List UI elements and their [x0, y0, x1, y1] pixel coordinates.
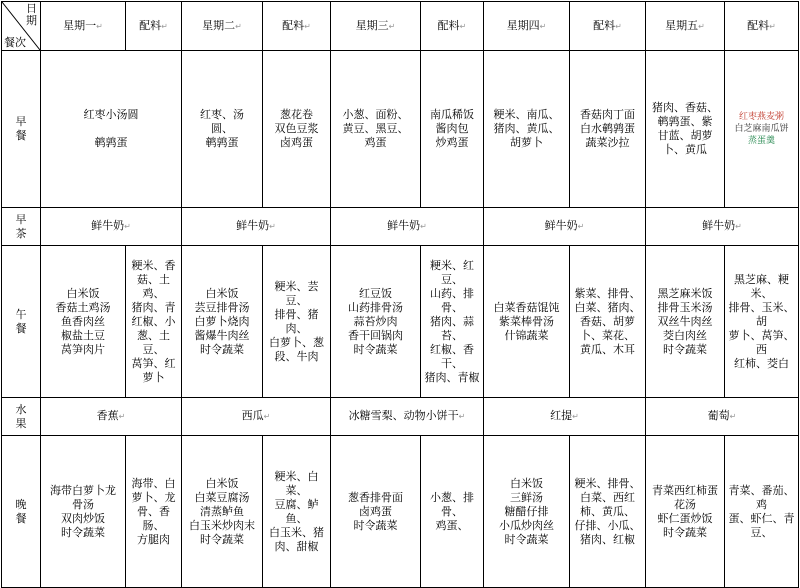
- dinner-thursday: 白米饭 三鲜汤 糖醋仔排 小瓜炒肉丝 时令蔬菜: [484, 436, 570, 588]
- breakfast-tuesday: 葱花卷 双色豆浆 卤鸡蛋: [263, 51, 331, 208]
- breakfast-friday-line1: 红枣燕麦粥: [738, 112, 784, 122]
- lunch-ingredients-thursday: 紫菜、排骨、 白菜、猪肉、 香菇、胡萝 卜、菜花、 黄瓜、木耳: [570, 246, 646, 398]
- meal-label-dinner: 晚 餐: [2, 436, 41, 588]
- dinner-wednesday: 葱香排骨面 卤鸡蛋 时令蔬菜: [331, 436, 421, 588]
- breakfast-monday: 红枣小汤圆 鹌鹑蛋: [41, 51, 182, 208]
- breakfast-wednesday: 南瓜稀饭 酱肉包 炒鸡蛋: [421, 51, 484, 208]
- header-ingredients-monday: 配料↵: [126, 2, 182, 51]
- lunch-ingredients-monday: 粳米、香 菇、土鸡、 猪肉、青 红椒、小 葱、土豆、 莴笋、红 萝卜: [126, 246, 182, 398]
- corner-date-label: 日 期: [26, 2, 37, 27]
- dinner-ingredients-tuesday: 粳米、白菜、 豆腐、鲈鱼、 白玉米、猪 肉、甜椒: [263, 436, 331, 588]
- lunch-ingredients-tuesday: 粳米、芸豆、 排骨、猪肉、 白萝卜、葱 段、牛肉: [263, 246, 331, 398]
- header-ingredients-tuesday: 配料↵: [263, 2, 331, 51]
- dinner-friday: 青菜西红柿蛋 花汤 虾仁蛋炒饭 时令蔬菜: [646, 436, 725, 588]
- breakfast-ingredients-thursday: 猪肉、香菇、 鹌鹑蛋、紫 甘蓝、胡萝 卜、黄瓜: [646, 51, 725, 208]
- header-monday: 星期一↵: [41, 2, 126, 51]
- header-friday: 星期五↵: [646, 2, 725, 51]
- corner-header-cell: [2, 2, 41, 51]
- fruit-friday: 葡萄↵: [646, 398, 799, 436]
- dinner-row: [2, 436, 799, 588]
- breakfast-row: [2, 51, 799, 208]
- lunch-row: [2, 246, 799, 398]
- header-ingredients-friday: 配料↵: [725, 2, 799, 51]
- fruit-row: [2, 398, 799, 436]
- fruit-thursday: 红提↵: [484, 398, 646, 436]
- breakfast-friday: [725, 51, 799, 208]
- lunch-monday: 白米饭 香菇土鸡汤 鱼香肉丝 椒盐土豆 莴笋肉片: [41, 246, 126, 398]
- breakfast-ingredients-tuesday: 小葱、面粉、 黄豆、黑豆、 鸡蛋: [331, 51, 421, 208]
- header-row: [2, 2, 799, 51]
- lunch-ingredients-friday: 黑芝麻、粳米、 排骨、玉米、胡 萝卜、莴笋、西 红柿、茭白: [725, 246, 799, 398]
- breakfast-friday-line3: 蒸蛋羹: [747, 136, 775, 146]
- breakfast-ingredients-wednesday: 粳米、南瓜、 猪肉、黄瓜、 胡萝卜: [484, 51, 570, 208]
- lunch-thursday: 白菜香菇馄饨 紫菜棒骨汤 什锦蔬菜: [484, 246, 570, 398]
- fruit-monday: 香蕉↵: [41, 398, 182, 436]
- lunch-tuesday: 白米饭 芸豆排骨汤 白萝卜烧肉 酱爆牛肉丝 时令蔬菜: [182, 246, 263, 398]
- morning-snack-wednesday: 鲜牛奶↵: [331, 208, 484, 246]
- morning-snack-monday: 鲜牛奶↵: [41, 208, 182, 246]
- dinner-ingredients-friday: 青菜、番茄、鸡 蛋、虾仁、青豆、: [725, 436, 799, 588]
- corner-meal-label: 餐次: [4, 36, 26, 49]
- morning-snack-tuesday: 鲜牛奶↵: [182, 208, 331, 246]
- header-tuesday: 星期二↵: [182, 2, 263, 51]
- lunch-ingredients-wednesday: 粳米、红豆、 山药、排骨、 猪肉、蒜苔、 红椒、香干、 猪肉、青椒: [421, 246, 484, 398]
- meal-label-breakfast: 早 餐: [2, 51, 41, 208]
- header-thursday: 星期四↵: [484, 2, 570, 51]
- lunch-friday: 黑芝麻米饭 排骨玉米汤 双丝牛肉丝 茭白肉丝 时令蔬菜: [646, 246, 725, 398]
- breakfast-thursday: 香菇肉丁面 白水鹌鹑蛋 蔬菜沙拉: [570, 51, 646, 208]
- dinner-ingredients-thursday: 粳米、排骨、 白菜、西红 柿、黄瓜、 仔排、小瓜、 猪肉、红椒: [570, 436, 646, 588]
- breakfast-ingredients-monday: 红枣、汤 圆、 鹌鹑蛋: [182, 51, 263, 208]
- dinner-ingredients-wednesday: 小葱、排骨、 鸡蛋、: [421, 436, 484, 588]
- dinner-monday: 海带白萝卜龙 骨汤 双肉炒饭 时令蔬菜: [41, 436, 126, 588]
- header-ingredients-thursday: 配料↵: [570, 2, 646, 51]
- breakfast-friday-line2: 白芝麻南瓜饼: [734, 124, 789, 134]
- dinner-ingredients-monday: 海带、白 萝卜、龙 骨、香肠、 方腿肉: [126, 436, 182, 588]
- dinner-tuesday: 白米饭 白菜豆腐汤 清蒸鲈鱼 白玉米炒肉末 时令蔬菜: [182, 436, 263, 588]
- morning-snack-row: [2, 208, 799, 246]
- lunch-wednesday: 红豆饭 山药排骨汤 蒜苔炒肉 香干回锅肉 时令蔬菜: [331, 246, 421, 398]
- weekly-menu-table: [1, 1, 799, 588]
- morning-snack-thursday: 鲜牛奶↵: [484, 208, 646, 246]
- fruit-wednesday: 冰糖雪梨、动物小饼干↵: [331, 398, 484, 436]
- fruit-tuesday: 西瓜↵: [182, 398, 331, 436]
- header-ingredients-wednesday: 配料↵: [421, 2, 484, 51]
- morning-snack-friday: 鲜牛奶↵: [646, 208, 799, 246]
- header-wednesday: 星期三↵: [331, 2, 421, 51]
- meal-label-morning-snack: 早 茶: [2, 208, 41, 246]
- meal-label-fruit: 水 果: [2, 398, 41, 436]
- meal-label-lunch: 午 餐: [2, 246, 41, 398]
